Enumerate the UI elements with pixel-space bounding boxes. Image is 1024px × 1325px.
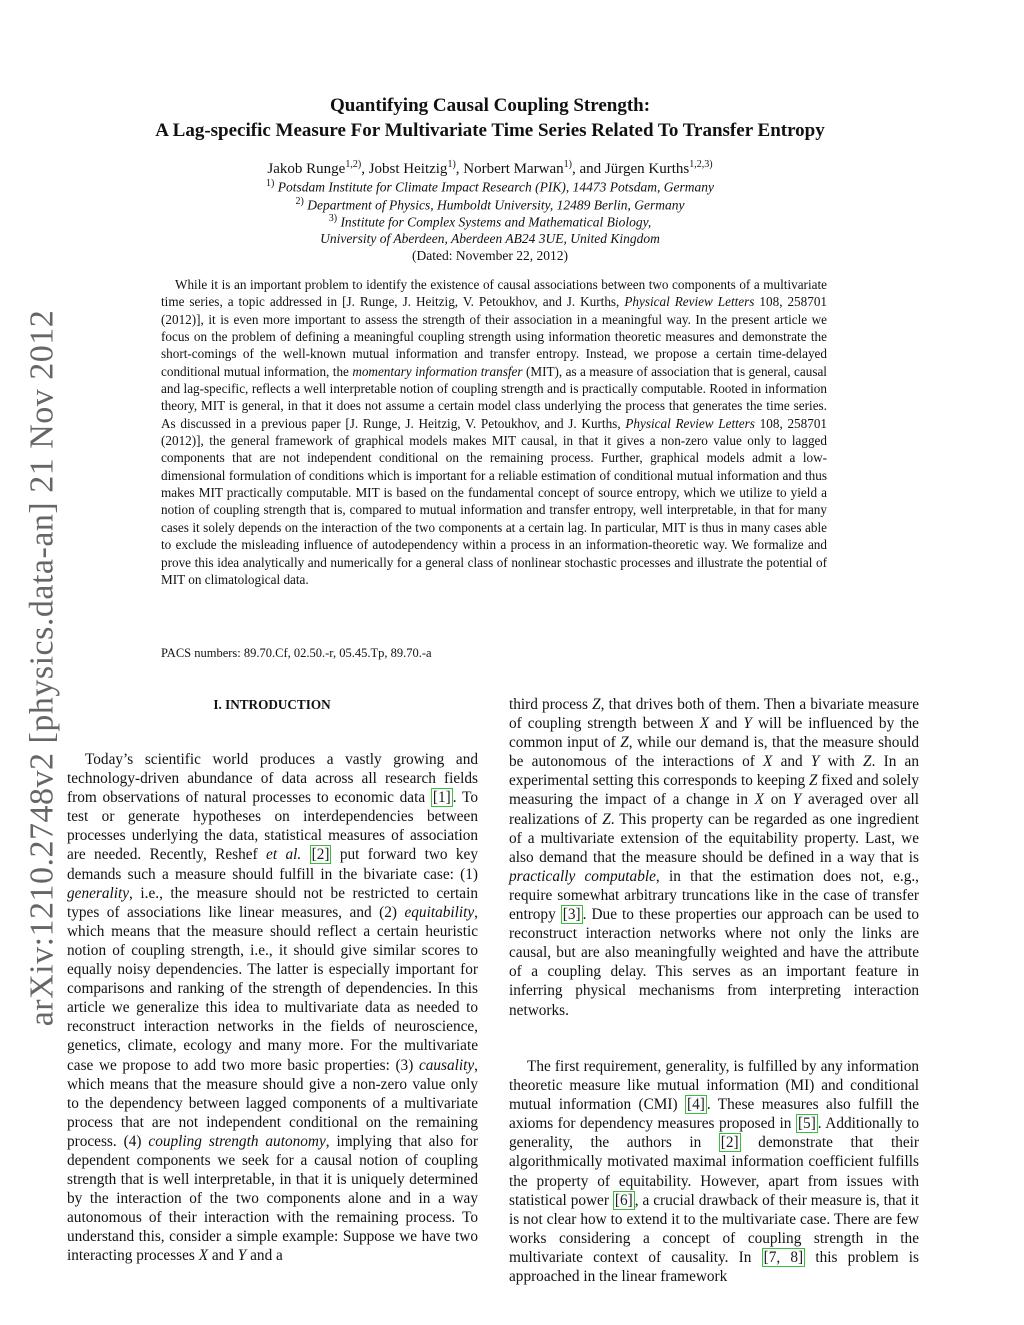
citation-link[interactable]: [3]	[562, 906, 581, 924]
citation-link[interactable]: [1]	[432, 789, 451, 807]
author-list: Jakob Runge$^{1,2)}$, Jobst Heitzig$^{1)}$, Norbert Marwan$^{1)}$, and Jürgen Kurths$^{1,2,3)}$	[267, 159, 713, 177]
date-line: (Dated: November 22, 2012)	[412, 248, 568, 263]
pacs-numbers: PACS numbers: 89.70.Cf, 02.50.-r, 05.45.Tp, 89.70.-a	[161, 646, 432, 660]
title-line-1: Quantifying Causal Coupling Strength:	[329, 95, 651, 116]
citation-link[interactable]: [2]	[720, 1134, 739, 1152]
title-line-2: A Lag-specific Measure For Multivariate Time Series Related To Transfer Entropy	[155, 120, 825, 141]
right-column-text-1: third process Z, that drives both of them. Then a bivariate measure of coupling strength between X and Y will be influenced by the common input of Z, while our demand is, that the measure should be autonomous of the interactions of X and Y with Z. In an experimental setting this corresponds to keeping Z fixed and solely measuring the impact of a change in X on Y averaged over all realizations of Z. This property can be regarded as one ingredient of a multivariate extension of the equitability property. Last, we also demand that the measure should be defined in a way that is practically computable, in that the estimation does not, e.g., require somewhat arbitrary truncations like in the case of transfer entropy [3] . Due to these properties our approach can be used to reconstruct interaction networks where not only the links are causal, but are also meaningfully weighted and have the attribute of a coupling delay. This serves as an important feature in inferring physical mechanisms from interpreting interaction networks.	[509, 696, 920, 1019]
citation-link[interactable]: [7, 8]	[763, 1248, 804, 1266]
section-heading-introduction: I. INTRODUCTION	[213, 697, 331, 712]
citation-link[interactable]: [4]	[687, 1096, 705, 1114]
affiliation-2: $^{2)}$ Department of Physics, Humboldt University, 12489 Berlin, Germany	[295, 196, 685, 213]
right-column-text-2: The first requirement, generality, is fulfilled by any information theoretic measure like mutual information (MI) and conditional mutual information (CMI) [4] . These measures also fulfill the axioms for dependency measures proposed in [5] . Additionally to generality, the authors in [2] demonstrate that their algorithmically motivated maximal information coefficient fulfills the property of equitability. However, apart from issues with statistical power [6] , a crucial drawback of their measure is, that it is not clear how to extend it to the multivariate case. There are few works considering a concept of coupling strength in the multivariate context of causality. In [7, 8] this problem is approached in the linear framework	[509, 1058, 920, 1286]
citation-link[interactable]: [5]	[797, 1115, 816, 1133]
arxiv-side-label: arXiv:1210.2748v2 [physics.data-an] 21 Nov 2012	[23, 309, 61, 1027]
affiliation-3: $^{3)}$ Institute for Complex Systems and Mathematical Biology,	[328, 213, 652, 230]
citation-link[interactable]: [2]	[311, 846, 330, 864]
abstract: While it is an important problem to identify the existence of causal associations between two components of a multivariate time series, a topic addressed in [J. Runge, J. Heitzig, V. Petoukhov, and J. Kurths, Physical Review Letters 108, 258701 (2012)], it is even more important to assess the strength of their association in a meaningful way. In the present article we focus on the problem of defining a meaningful coupling strength using information theoretic measures and demonstrate the short-comings of the well-known mutual information and transfer entropy. Instead, we propose a certain time-delayed conditional mutual information, the momentary information transfer (MIT), as a measure of association that is general, causal and lag-specific, reflects a well interpretable notion of coupling strength and is practically computable. Rooted in information theory, MIT is general, in that it does not assume a certain model class underlying the process that generates the time series. As discussed in a previous paper [J. Runge, J. Heitzig, V. Petoukhov, and J. Kurths, Physical Review Letters 108, 258701 (2012)], the general framework of graphical models makes MIT causal, in that it gives a non-zero value only to lagged components that are not independent conditional on the remaining process. Further, graphical models admit a low-dimensional formulation of conditions which is important for a reliable estimation of conditional mutual information and thus makes MIT practically computable. MIT is based on the fundamental concept of source entropy, which we utilize to yield a notion of coupling strength that is, compared to mutual information and transfer entropy, well interpretable, in that for many cases it solely depends on the interaction of the two components at a certain lag. In particular, MIT is thus in many cases able to exclude the misleading influence of autodependency within a process in an information-theoretic way. We formalize and prove this idea analytically and numerically for a general class of nonlinear stochastic processes and illustrate the potential of MIT on climatological data.	[161, 277, 828, 587]
affiliation-3b: University of Aberdeen, Aberdeen AB24 3UE, United Kingdom	[320, 231, 660, 246]
left-column-text: Today’s scientific world produces a vastly growing and technology-driven abundance of data across all research fields from observations of natural processes to economic data [1] . To test or generate hypotheses on interdependencies between processes underlying the data, statistical measures of association are needed. Recently, Reshef et al. [2] put forward two key demands such a measure should fulfill in the bivariate case: (1) generality, i.e., the measure should not be restricted to certain types of associations like linear measures, and (2) equitability, which means that the measure should reflect a certain heuristic notion of coupling strength, i.e., it should give similar scores to equally noisy dependencies. The latter is especially important for comparisons and ranking of the strength of dependencies. In this article we generalize this idea to multivariate data as needed to reconstruct interaction networks in the fields of neuroscience, genetics, climate, ecology and many more. For the multivariate case we propose to add two more basic properties: (3) causality, which means that the measure should give a non-zero value only to the dependency between lagged components of a multivariate process that are not independent conditional on the remaining process. (4) coupling strength autonomy, implying that also for dependent components we seek for a causal notion of coupling strength that is well interpretable, in that it is uniquely determined by the interaction of the two components alone and in a way autonomous of their interaction with the remaining process. To understand this, consider a simple example: Suppose we have two interacting processes X and Y and a	[67, 751, 478, 1265]
affiliation-1: $^{1)}$ Potsdam Institute for Climate Impact Research (PIK), 14473 Potsdam, Germany	[265, 178, 715, 195]
citation-link[interactable]: [6]	[614, 1191, 633, 1209]
